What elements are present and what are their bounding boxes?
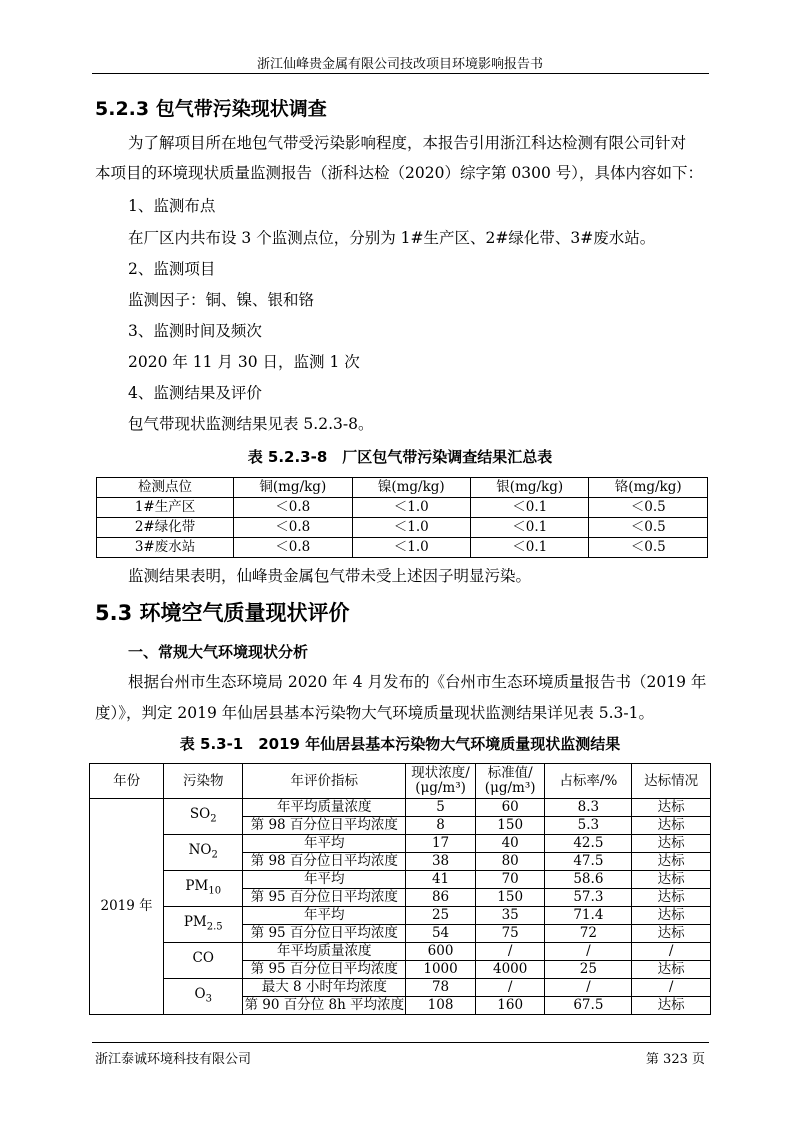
std-cell: 40 <box>475 835 545 853</box>
table-cell: ＜1.0 <box>352 538 470 558</box>
ratio-cell: 72 <box>545 925 632 943</box>
std-cell: 160 <box>475 997 545 1015</box>
intro-line-1: 为了解项目所在地包气带受污染影响程度，本报告引用浙江科达检测有限公司针对 <box>128 134 687 152</box>
conc-cell: 600 <box>406 943 476 961</box>
table-cell: ＜0.1 <box>471 518 589 538</box>
std-cell: / <box>475 943 545 961</box>
std-cell: 150 <box>475 889 545 907</box>
table-cell: ＜0.8 <box>234 538 352 558</box>
status-cell: 达标 <box>632 853 711 871</box>
col-header: 铬(mg/kg) <box>589 478 708 498</box>
conc-cell: 8 <box>406 817 476 835</box>
pollutant-name: PM <box>185 877 209 894</box>
table-row <box>97 538 708 558</box>
vadose-zone-table <box>96 477 708 558</box>
table-cell: 1#生产区 <box>97 498 234 518</box>
ratio-cell: 67.5 <box>545 997 632 1015</box>
section-5-2-3-title: 5.2.3 包气带污染现状调查 <box>95 98 327 120</box>
conc-cell: 1000 <box>406 961 476 979</box>
indicator-cell: 第 95 百分位日平均浓度 <box>243 961 406 979</box>
pollutant-subscript: 2 <box>211 849 218 861</box>
table-cell: ＜0.5 <box>589 538 708 558</box>
ratio-cell: 47.5 <box>545 853 632 871</box>
subsection-title: 一、常规大气环境现状分析 <box>128 643 309 661</box>
footer-page-number: 第 323 页 <box>645 1052 705 1067</box>
ratio-cell: 25 <box>545 961 632 979</box>
item-1-heading: 1、监测布点 <box>128 197 216 215</box>
indicator-cell: 最大 8 小时年均浓度 <box>243 979 406 997</box>
pollutant-cell <box>164 979 243 1015</box>
item-4-heading: 4、监测结果及评价 <box>128 384 262 402</box>
status-cell: 达标 <box>632 925 711 943</box>
ratio-cell: 8.3 <box>545 799 632 817</box>
indicator-cell: 年平均 <box>243 871 406 889</box>
table-cell: ＜1.0 <box>352 518 470 538</box>
item-3-heading: 3、监测时间及频次 <box>128 322 262 340</box>
footer-company: 浙江泰诚环境科技有限公司 <box>95 1052 252 1067</box>
std-cell: / <box>475 979 545 997</box>
status-cell: 达标 <box>632 889 711 907</box>
ratio-cell: 58.6 <box>545 871 632 889</box>
std-header-line2: (μg/m³) <box>484 780 536 796</box>
conc-cell: 41 <box>406 871 476 889</box>
col-header: 银(mg/kg) <box>471 478 589 498</box>
pollutant-name: CO <box>192 949 214 966</box>
table-cell: 3#废水站 <box>97 538 234 558</box>
pollutant-cell <box>164 907 243 943</box>
item-4-text: 包气带现状监测结果见表 5.2.3-8。 <box>128 415 374 433</box>
pollutant-name: PM <box>183 913 207 930</box>
table-cell: ＜0.5 <box>589 498 708 518</box>
pollutant-subscript: 3 <box>205 993 212 1005</box>
conc-cell: 86 <box>406 889 476 907</box>
table-header-row <box>90 764 711 799</box>
status-cell: / <box>632 943 711 961</box>
ratio-cell: / <box>545 979 632 997</box>
indicator-cell: 年平均质量浓度 <box>243 799 406 817</box>
pollutant-name: SO <box>189 805 211 822</box>
std-cell: 60 <box>475 799 545 817</box>
table-cell: ＜0.5 <box>589 518 708 538</box>
pollutant-subscript: 2.5 <box>206 921 223 933</box>
para-line-1: 根据台州市生态环境局 2020 年 4 月发布的《台州市生态环境质量报告书（2019 年 <box>128 673 707 691</box>
indicator-cell: 年平均 <box>243 835 406 853</box>
year-cell: 2019 年 <box>90 799 164 1015</box>
ratio-cell: 71.4 <box>545 907 632 925</box>
table-row <box>90 871 711 889</box>
conc-cell: 25 <box>406 907 476 925</box>
table-caption-5-2-3-8: 表 5.2.3-8 厂区包气带污染调查结果汇总表 <box>247 448 553 466</box>
table-cell: ＜0.8 <box>234 518 352 538</box>
ratio-cell: 57.3 <box>545 889 632 907</box>
table-row <box>90 907 711 925</box>
table-cell: 2#绿化带 <box>97 518 234 538</box>
col-header: 镍(mg/kg) <box>352 478 470 498</box>
col-header-year: 年份 <box>90 764 164 799</box>
footer-rule <box>92 1042 709 1043</box>
table-cell: ＜0.1 <box>471 498 589 518</box>
conclusion-text: 监测结果表明，仙峰贵金属包气带未受上述因子明显污染。 <box>128 567 532 585</box>
intro-line-2: 本项目的环境现状质量监测报告（浙科达检（2020）综字第 0300 号），具体内容如下： <box>95 164 703 182</box>
col-header-ratio: 占标率/% <box>545 764 632 799</box>
table-header-row <box>97 478 708 498</box>
table-row <box>90 835 711 853</box>
indicator-cell: 第 95 百分位日平均浓度 <box>243 925 406 943</box>
indicator-cell: 年平均质量浓度 <box>243 943 406 961</box>
ratio-cell: 5.3 <box>545 817 632 835</box>
status-cell: 达标 <box>632 997 711 1015</box>
std-header-line1: 标准值/ <box>487 765 533 781</box>
conc-cell: 108 <box>406 997 476 1015</box>
para-line-2: 度）》，判定 2019 年仙居县基本污染物大气环境质量现状监测结果详见表 5.3-1。 <box>95 704 654 722</box>
std-cell: 75 <box>475 925 545 943</box>
col-header-standard <box>475 764 545 799</box>
air-table-body <box>90 799 711 1015</box>
table-row <box>97 518 708 538</box>
conc-cell: 78 <box>406 979 476 997</box>
col-header-pollutant: 污染物 <box>164 764 243 799</box>
table-cell: ＜1.0 <box>352 498 470 518</box>
std-cell: 150 <box>475 817 545 835</box>
pollutant-subscript: 10 <box>208 885 222 897</box>
pollutant-cell <box>164 871 243 907</box>
pollutant-name: NO <box>188 841 212 858</box>
std-cell: 35 <box>475 907 545 925</box>
item-2-heading: 2、监测项目 <box>128 260 216 278</box>
conc-cell: 17 <box>406 835 476 853</box>
std-cell: 80 <box>475 853 545 871</box>
std-cell: 70 <box>475 871 545 889</box>
conc-header-line1: 现状浓度/ <box>411 765 470 781</box>
ratio-cell: / <box>545 943 632 961</box>
table-caption-5-3-1: 表 5.3-1 2019 年仙居县基本污染物大气环境质量现状监测结果 <box>179 735 621 753</box>
indicator-cell: 年平均 <box>243 907 406 925</box>
section-5-3-title: 5.3 环境空气质量现状评价 <box>95 601 350 625</box>
table-row <box>90 943 711 961</box>
indicator-cell: 第 90 百分位 8h 平均浓度 <box>244 997 405 1013</box>
table-row <box>90 979 711 997</box>
status-cell: / <box>632 979 711 997</box>
col-header-concentration <box>406 764 476 799</box>
item-3-text: 2020 年 11 月 30 日，监测 1 次 <box>128 353 360 371</box>
pollutant-subscript: 2 <box>210 813 217 825</box>
status-cell: 达标 <box>632 817 711 835</box>
status-cell: 达标 <box>632 907 711 925</box>
header-rule <box>92 73 709 74</box>
pollutant-cell <box>164 943 243 979</box>
indicator-cell: 第 98 百分位日平均浓度 <box>243 853 406 871</box>
table-row <box>97 498 708 518</box>
table-cell: ＜0.1 <box>471 538 589 558</box>
page-header: 浙江仙峰贵金属有限公司技改项目环境影响报告书 <box>256 57 543 72</box>
pollutant-cell <box>164 835 243 871</box>
indicator-cell: 第 95 百分位日平均浓度 <box>243 889 406 907</box>
std-cell: 4000 <box>475 961 545 979</box>
air-quality-table <box>89 763 711 1015</box>
ratio-cell: 42.5 <box>545 835 632 853</box>
status-cell: 达标 <box>632 799 711 817</box>
col-header-status: 达标情况 <box>632 764 711 799</box>
indicator-cell: 第 98 百分位日平均浓度 <box>243 817 406 835</box>
pollutant-name: O <box>194 985 206 1002</box>
status-cell: 达标 <box>632 961 711 979</box>
table-cell: ＜0.8 <box>234 498 352 518</box>
col-header: 铜(mg/kg) <box>234 478 352 498</box>
item-1-text: 在厂区内共布设 3 个监测点位，分别为 1#生产区、2#绿化带、3#废水站。 <box>128 229 656 247</box>
conc-cell: 38 <box>406 853 476 871</box>
status-cell: 达标 <box>632 835 711 853</box>
item-2-text: 监测因子：铜、镍、银和铬 <box>128 291 315 309</box>
pollutant-cell <box>164 799 243 835</box>
conc-header-line2: (μg/m³) <box>415 780 466 796</box>
col-header: 检测点位 <box>97 478 234 498</box>
col-header-indicator: 年评价指标 <box>243 764 406 799</box>
table-row <box>90 799 711 817</box>
conc-cell: 5 <box>406 799 476 817</box>
status-cell: 达标 <box>632 871 711 889</box>
conc-cell: 54 <box>406 925 476 943</box>
